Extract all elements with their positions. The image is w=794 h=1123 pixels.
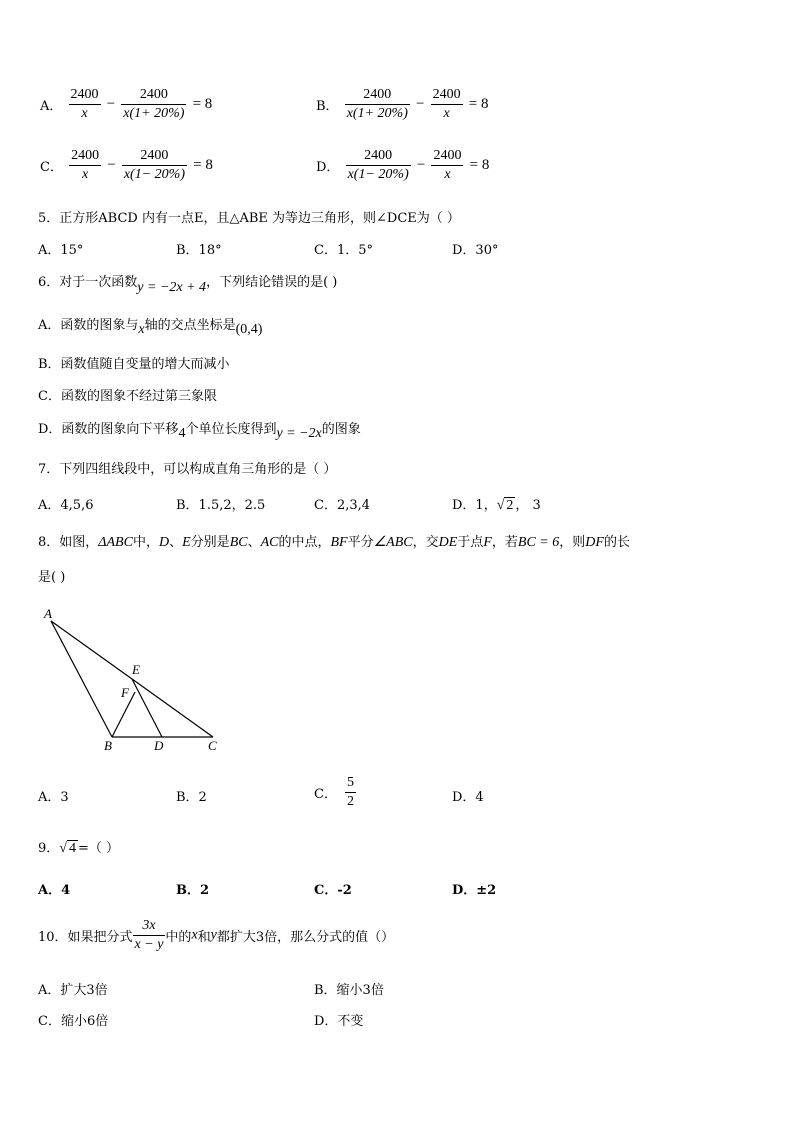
q9-option-a[interactable]: A．4: [38, 883, 71, 898]
label-f: F: [121, 685, 129, 700]
q5-option-b[interactable]: B．18°: [176, 243, 222, 258]
q10-stem: 10．如果把分式 $\frac{3x}{x - y}$ 中的x和y都扩大3倍，那么分式的值（）: [38, 918, 395, 952]
q4-a-label: A．: [40, 99, 63, 114]
q4-option-b[interactable]: B． $\frac{2400}{x(1+ 20\%)}$ − $\frac{2400}{x}$ = 8: [316, 87, 489, 121]
q4-b-frac1: $\frac{2400}{x(1+ 20\%)}$: [346, 87, 408, 121]
segment-de: [132, 679, 162, 737]
segment-ab: [51, 621, 112, 737]
sqrt-2: √ 2: [496, 498, 514, 513]
q10-option-a[interactable]: A．扩大3倍: [38, 983, 108, 998]
q8-stem-line2: 是( ): [38, 570, 66, 585]
q6-option-d[interactable]: D．函数的图象向下平移4个单位长度得到y = −2x的图象: [38, 422, 361, 441]
q7-option-b[interactable]: B．1.5,2，2.5: [176, 498, 266, 513]
q5-option-d[interactable]: D．30°: [452, 243, 499, 258]
q8-stem: 8．如图，ΔABC中，D、E分别是BC、AC的中点，BF平分∠ABC，交DE于点F，若BC = 6，则DF的长: [38, 535, 630, 550]
q4-d-frac2: $\frac{2400}{x}$: [433, 148, 462, 182]
q6-option-a[interactable]: A．函数的图象与x轴的交点坐标是(0,4): [38, 318, 263, 337]
label-a: A: [44, 606, 52, 621]
q7-stem: 7．下列四组线段中，可以构成直角三角形的是（ ）: [38, 462, 337, 477]
q7-option-a[interactable]: A．4,5,6: [38, 498, 94, 513]
q8-option-d[interactable]: D．4: [452, 790, 484, 805]
sqrt-4: √ 4: [59, 841, 76, 856]
q4-a-frac2: $\frac{2400}{x(1+ 20\%)}$: [123, 87, 185, 121]
q10-option-c[interactable]: C．缩小6倍: [38, 1014, 109, 1029]
q10-option-d[interactable]: D．不变: [314, 1014, 364, 1029]
q6-function: y = −2x + 4: [137, 280, 207, 295]
label-b: B: [104, 738, 112, 753]
q6-stem: 6．对于一次函数y = −2x + 4，下列结论错误的是( ): [38, 275, 338, 295]
q4-d-frac1: $\frac{2400}{x(1- 20\%)}$: [347, 148, 409, 182]
q8-option-b[interactable]: B．2: [176, 790, 207, 805]
q5-stem: 5．正方形ABCD 内有一点E，且△ABE 为等边三角形，则∠DCE为（ ）: [38, 211, 460, 226]
q5-option-a[interactable]: A．15°: [38, 243, 84, 258]
q8-triangle-figure: [36, 600, 226, 760]
q9-option-d[interactable]: D．±2: [452, 883, 497, 898]
label-e: E: [132, 662, 140, 677]
q9-stem: 9．√ 4 =（ ）: [38, 841, 119, 856]
q7-option-d[interactable]: D．1，√ 2 ， 3: [452, 498, 541, 513]
q9-option-b[interactable]: B．2: [176, 883, 210, 898]
q10-fraction: $\frac{3x}{x - y}$: [134, 918, 164, 952]
q4-c-frac1: $\frac{2400}{x}$: [71, 148, 100, 182]
q4-b-frac2: $\frac{2400}{x}$: [432, 87, 461, 121]
q4-c-frac2: $\frac{2400}{x(1- 20\%)}$: [123, 148, 185, 182]
q7-option-c[interactable]: C．2,3,4: [314, 498, 371, 513]
q10-option-b[interactable]: B．缩小3倍: [314, 983, 384, 998]
q5-option-c[interactable]: C．1．5°: [314, 243, 373, 258]
q4-option-a[interactable]: A． $\frac{2400}{x}$ − $\frac{2400}{x(1+ 20\%)}$ = 8: [40, 87, 213, 121]
q6-option-c[interactable]: C．函数的图象不经过第三象限: [38, 389, 217, 404]
q9-option-c[interactable]: C．-2: [314, 883, 352, 898]
label-d: D: [154, 738, 164, 753]
q4-option-c[interactable]: C． $\frac{2400}{x}$ − $\frac{2400}{x(1- 20\%)}$ = 8: [40, 148, 213, 182]
q8-option-a[interactable]: A．3: [38, 790, 69, 805]
q8-option-c[interactable]: C． $\frac{5}{2}$: [314, 775, 354, 809]
label-c: C: [208, 738, 217, 753]
q6-option-b[interactable]: B．函数值随自变量的增大而减小: [38, 357, 230, 372]
q4-a-frac1: $\frac{2400}{x}$: [70, 87, 99, 121]
q4-option-d[interactable]: D． $\frac{2400}{x(1- 20\%)}$ − $\frac{2400}{x}$ = 8: [316, 148, 490, 182]
